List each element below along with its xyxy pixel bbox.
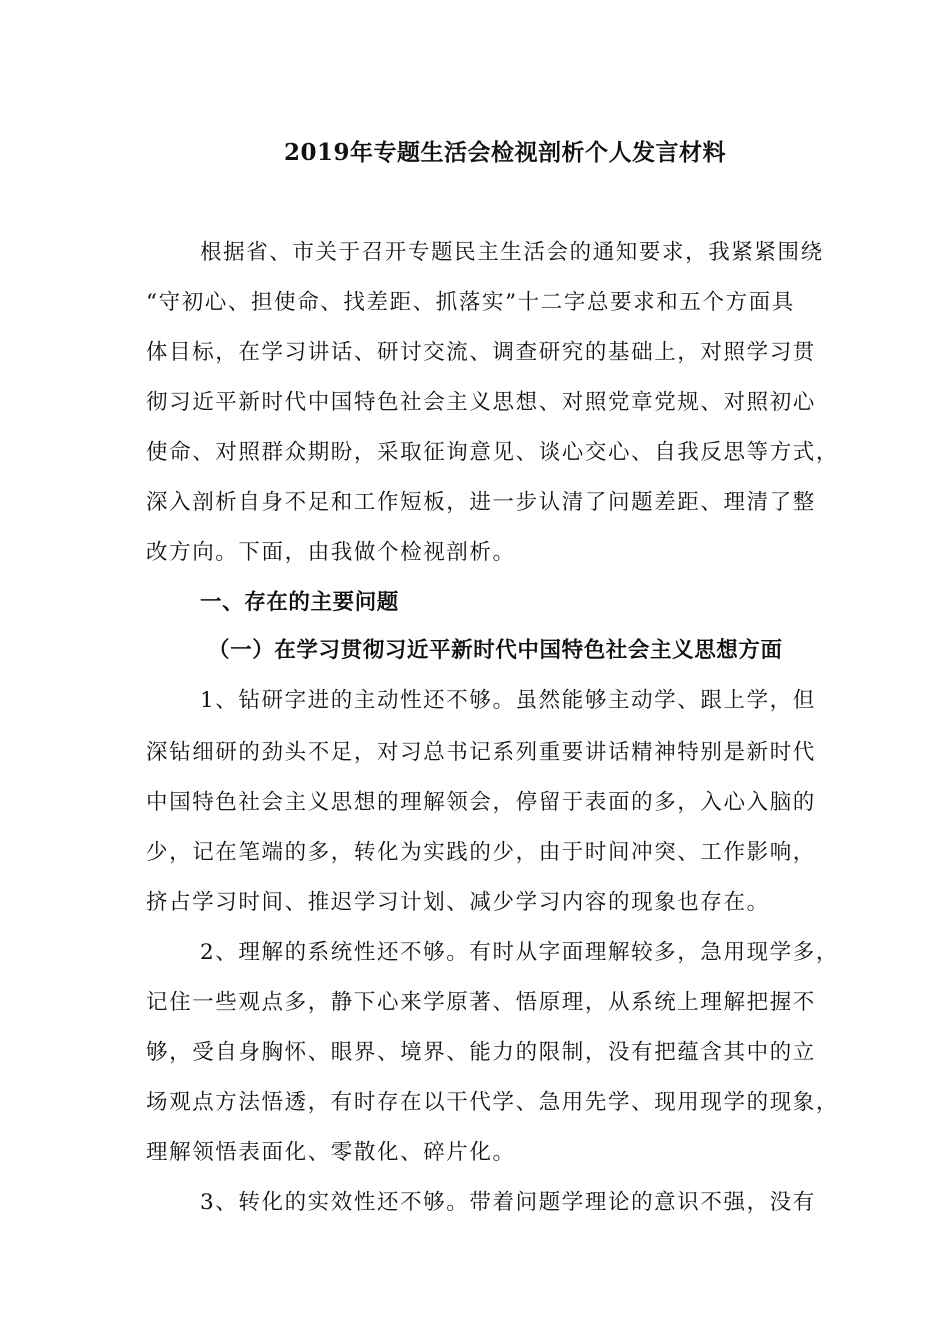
- paragraph-line: 够，受自身胸怀、眼界、境界、能力的限制，没有把蕴含其中的立: [146, 1040, 816, 1065]
- paragraph-line: 体目标，在学习讲话、研讨交流、调查研究的基础上，对照学习贯: [146, 340, 816, 365]
- subsection-heading: （一）在学习贯彻习近平新时代中国特色社会主义思想方面: [208, 638, 783, 663]
- paragraph-line: 1、钻研字进的主动性还不够。虽然能够主动学、跟上学，但: [200, 688, 816, 713]
- section-heading: 一、存在的主要问题: [200, 590, 399, 615]
- paragraph-line: 使命、对照群众期盼，采取征询意见、谈心交心、自我反思等方式，: [146, 440, 840, 465]
- paragraph-line: 3、转化的实效性还不够。带着问题学理论的意识不强，没有: [200, 1190, 816, 1215]
- paragraph-line: 记住一些观点多，静下心来学原著、悟原理，从系统上理解把握不: [146, 990, 816, 1015]
- paragraph-line: 理解领悟表面化、零散化、碎片化。: [146, 1140, 516, 1165]
- paragraph-line: 挤占学习时间、推迟学习计划、减少学习内容的现象也存在。: [146, 890, 770, 915]
- paragraph-line: 彻习近平新时代中国特色社会主义思想、对照党章党规、对照初心: [146, 390, 816, 415]
- paragraph-line: 少，记在笔端的多，转化为实践的少，由于时间冲突、工作影响，: [146, 840, 816, 865]
- paragraph-line: 深钻细研的劲头不足，对习总书记系列重要讲话精神特别是新时代: [146, 740, 816, 765]
- paragraph-line: 2、理解的系统性还不够。有时从字面理解较多，急用现学多，: [200, 940, 839, 965]
- document-title: 2019年专题生活会检视剖析个人发言材料: [283, 139, 726, 166]
- paragraph-line: 根据省、市关于召开专题民主生活会的通知要求，我紧紧围绕: [200, 240, 824, 265]
- paragraph-line: 中国特色社会主义思想的理解领会，停留于表面的多，入心入脑的: [146, 790, 816, 815]
- paragraph-line: “守初心、担使命、找差距、抓落实”十二字总要求和五个方面具: [146, 290, 795, 315]
- paragraph-line: 深入剖析自身不足和工作短板，进一步认清了问题差距、理清了整: [146, 490, 816, 515]
- paragraph-line: 场观点方法悟透，有时存在以干代学、急用先学、现用现学的现象，: [146, 1090, 840, 1115]
- paragraph-line: 改方向。下面，由我做个检视剖析。: [146, 540, 516, 565]
